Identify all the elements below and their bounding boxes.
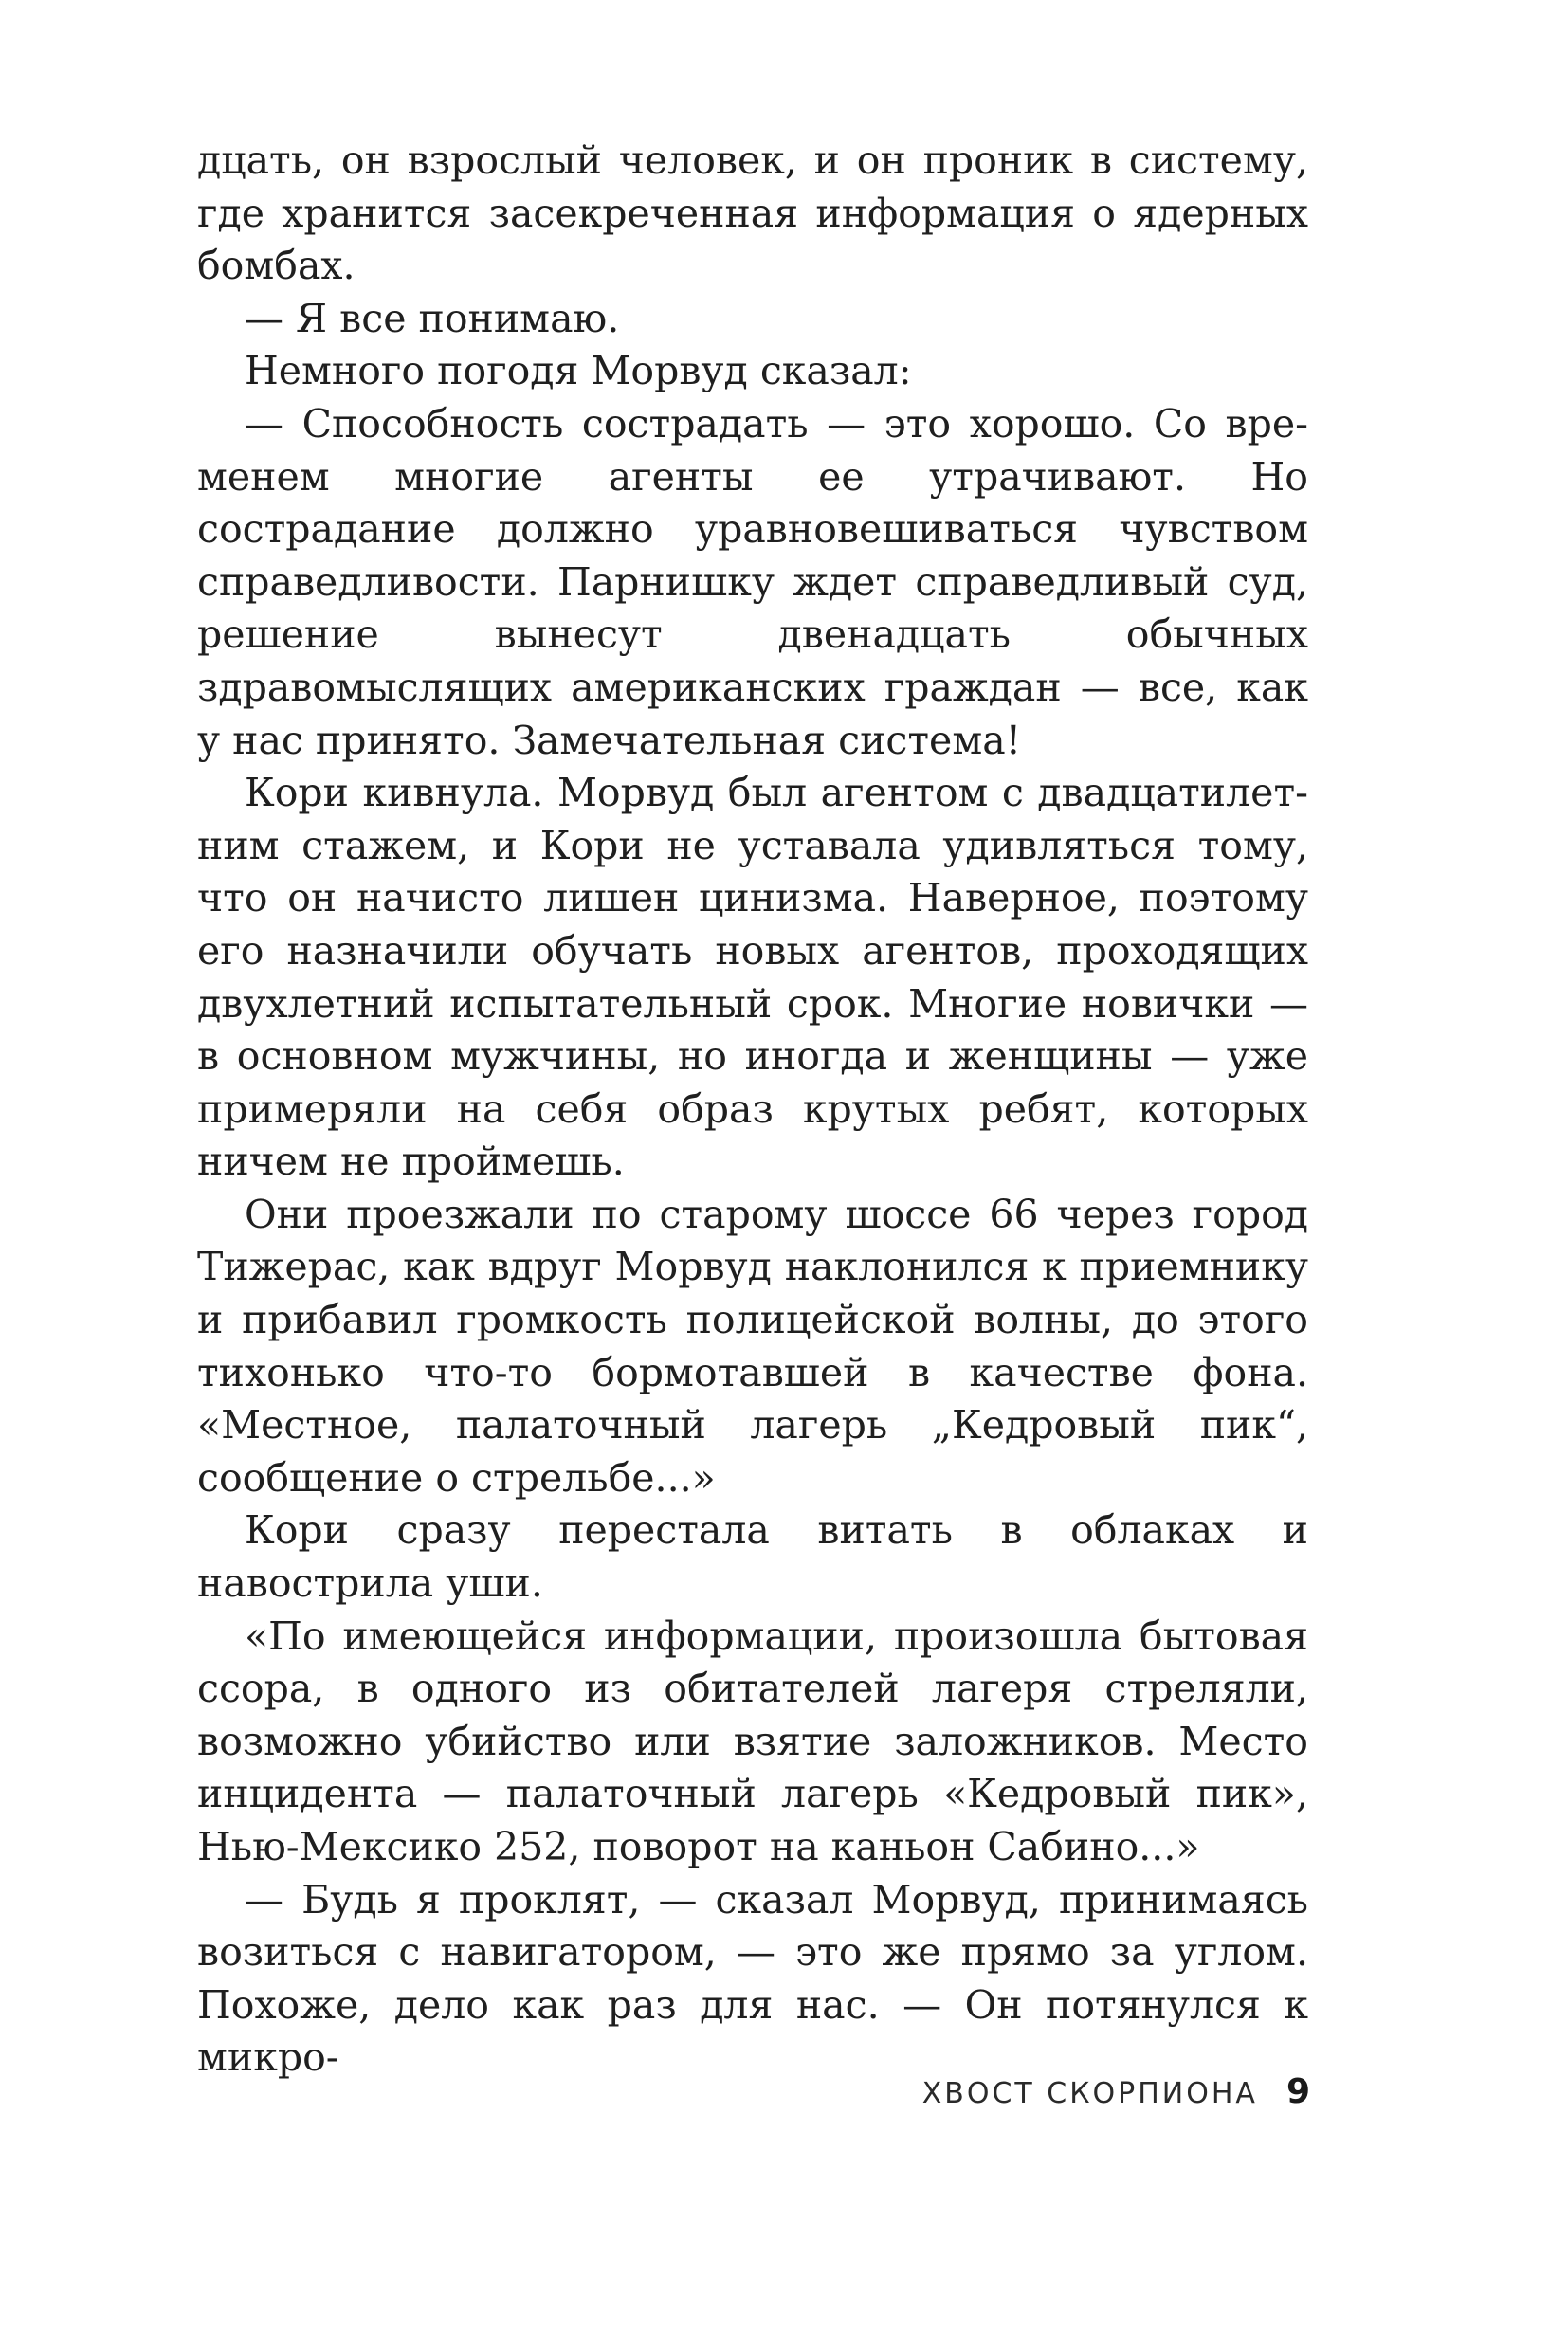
- paragraph: — Способность сострадать — это хорошо. Со временем многие агенты ее утрачивают. Но сострадание должно уравновешиваться чувством справедливости. Парнишку ждет справедливый суд, решение вынесут двенадцать обычных здравомыслящих американских граждан — все, как у нас принято. Замечательная система!: [197, 400, 1308, 763]
- paragraph: дцать, он взрослый человек, и он проник в систему, где хранится засекреченная информация о ядерных бомбах.: [197, 137, 1308, 289]
- page-number: 9: [1285, 2072, 1310, 2111]
- running-title: ХВОСТ СКОРПИОНА: [921, 2077, 1258, 2110]
- running-footer: [922, 2072, 1310, 2111]
- paragraph: «По имеющейся информации, произошла бытовая ссора, в одного из обитателей лагеря стреляли, возможно убийство или взятие заложников. Место инцидента — палаточный лагерь «Кедровый пик», Нью-Мексико 252, поворот на каньон Сабино...»: [197, 1613, 1308, 1869]
- body-text: [197, 135, 1308, 2085]
- paragraph: — Я все понимаю.: [245, 295, 620, 341]
- paragraph: Кори кивнула. Морвуд был агентом с двадцатилетним стажем, и Кори не уставала удивляться тому, что он начисто лишен цинизма. Наверное, поэтому его назначили обучать новых агентов, проходящих двухлетний испытательный срок. Многие новички — в основном мужчины, но иногда и женщины — уже примеряли на себя образ крутых ребят, которых ничем не проймешь.: [197, 770, 1308, 1185]
- paragraph: Кори сразу перестала витать в облаках и навострила уши.: [197, 1507, 1308, 1607]
- paragraph: Немного погодя Морвуд сказал:: [245, 348, 912, 394]
- paragraph: — Будь я проклят, — сказал Морвуд, принимаясь возиться с навигатором, — это же прямо за углом. Похоже, дело как раз для нас. — Он потянулся к микро-: [197, 1876, 1308, 2081]
- paragraph: Они проезжали по старому шоссе 66 через город Тижерас, как вдруг Морвуд наклонился к приемнику и прибавил громкость полицейской волны, до этого тихонько что-то бормотавшей в качестве фона. «Местное, палаточный лагерь „Кедровый пик“, сообщение о стрельбе...»: [197, 1191, 1308, 1501]
